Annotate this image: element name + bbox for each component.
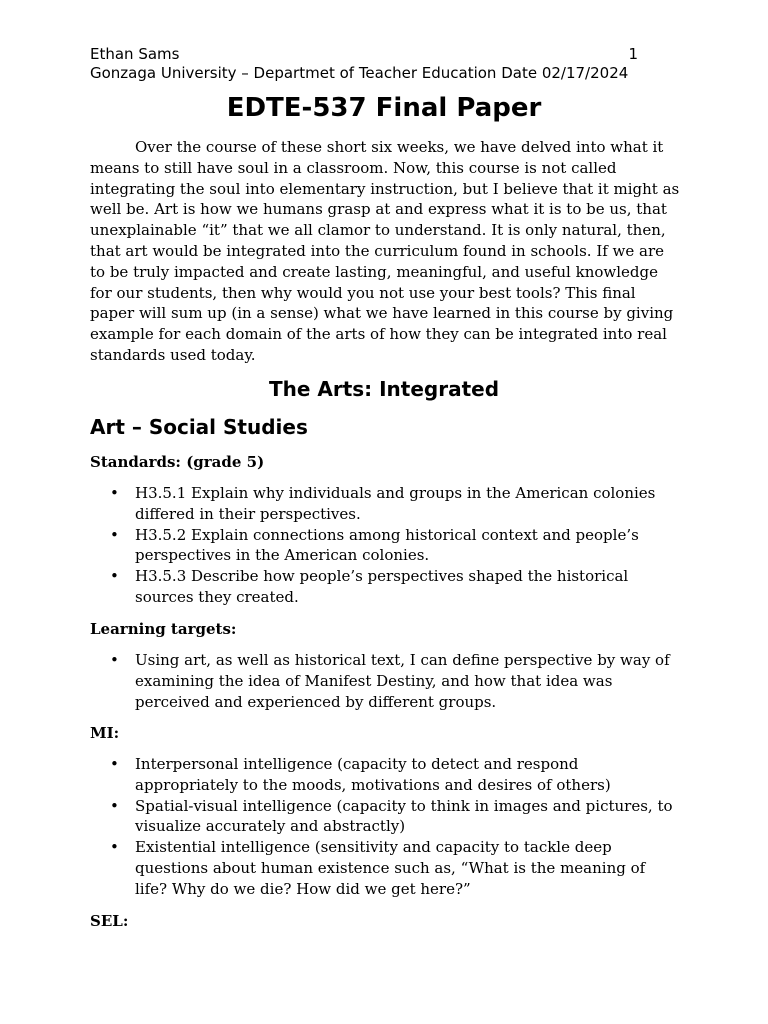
bullet-icon: • — [110, 484, 119, 502]
list-item-text: Spatial-visual intelligence (capacity to think in images and pictures, to visualize accurately and abstractly) — [135, 796, 673, 836]
header-top-row — [90, 45, 640, 64]
list-item-text: H3.5.3 Describe how people’s perspectives shaped the historical sources they created. — [135, 567, 629, 606]
bullet-icon: • — [110, 567, 119, 586]
section-heading: The Arts: Integrated — [268, 377, 500, 401]
bullet-icon: • — [110, 796, 119, 815]
author-name: Ethan Sams — [90, 45, 180, 63]
intro-paragraph: Over the course of these short six weeks, we have delved into what it means to still have soul in a classroom. Now, this course is not called integrating the soul into elementary instruction, but I believe that it might as well be. Art is how we humans grasp at and express what it is to be us, that unexplainable “it” that we all clamor to understand. It is only natural, then, that art would be integrated into the curriculum found in schools. If we are to be truly impacted and create lasting, meaningful, and useful knowledge for our students, then why would you not use your best tools? This final paper will sum up (in a sense) what we have learned in this course by giving example for each domain of the arts of how they can be integrated into real standards used today. — [90, 138, 680, 364]
bullet-icon: • — [110, 525, 119, 544]
list-item — [90, 566, 680, 608]
list-item — [90, 483, 680, 525]
list-item-text: Using art, as well as historical text, I can define perspective by way of examining the idea of Manifest Destiny, and how that idea was perceived and experienced by different groups. — [135, 651, 670, 711]
subsection-heading: Art – Social Studies — [90, 415, 308, 439]
standards-list — [90, 483, 680, 608]
list-item — [90, 650, 680, 712]
mi-label: MI: — [90, 724, 120, 742]
learning-targets-label: Learning targets: — [90, 620, 237, 638]
learning-targets-list — [90, 650, 680, 712]
document-title: EDTE-537 Final Paper — [226, 93, 542, 123]
standards-label: Standards: (grade 5) — [90, 453, 265, 471]
list-item — [90, 796, 680, 838]
list-item-text: H3.5.1 Explain why individuals and groups in the American colonies differed in their perspectives. — [135, 484, 656, 523]
affiliation-line: Gonzaga University – Departmet of Teacher Education Date 02/17/2024 — [90, 64, 629, 82]
list-item — [90, 837, 680, 899]
list-item — [90, 525, 680, 567]
list-item-text: Existential intelligence (sensitivity and capacity to tackle deep questions about human existence such as, “What is the meaning of life? Why do we die? How did we get here?” — [135, 838, 646, 898]
page-number: 1 — [628, 45, 638, 63]
list-item — [90, 754, 680, 796]
mi-list — [90, 754, 680, 900]
bullet-icon: • — [110, 838, 119, 857]
list-item-text: Interpersonal intelligence (capacity to detect and respond appropriately to the moods, motivations and desires of others) — [135, 755, 611, 794]
bullet-icon: • — [110, 651, 119, 669]
page-header — [90, 45, 640, 83]
list-item-text: H3.5.2 Explain connections among historical context and people’s perspectives in the American colonies. — [135, 525, 639, 565]
bullet-icon: • — [110, 755, 119, 773]
sel-label: SEL: — [90, 912, 129, 930]
